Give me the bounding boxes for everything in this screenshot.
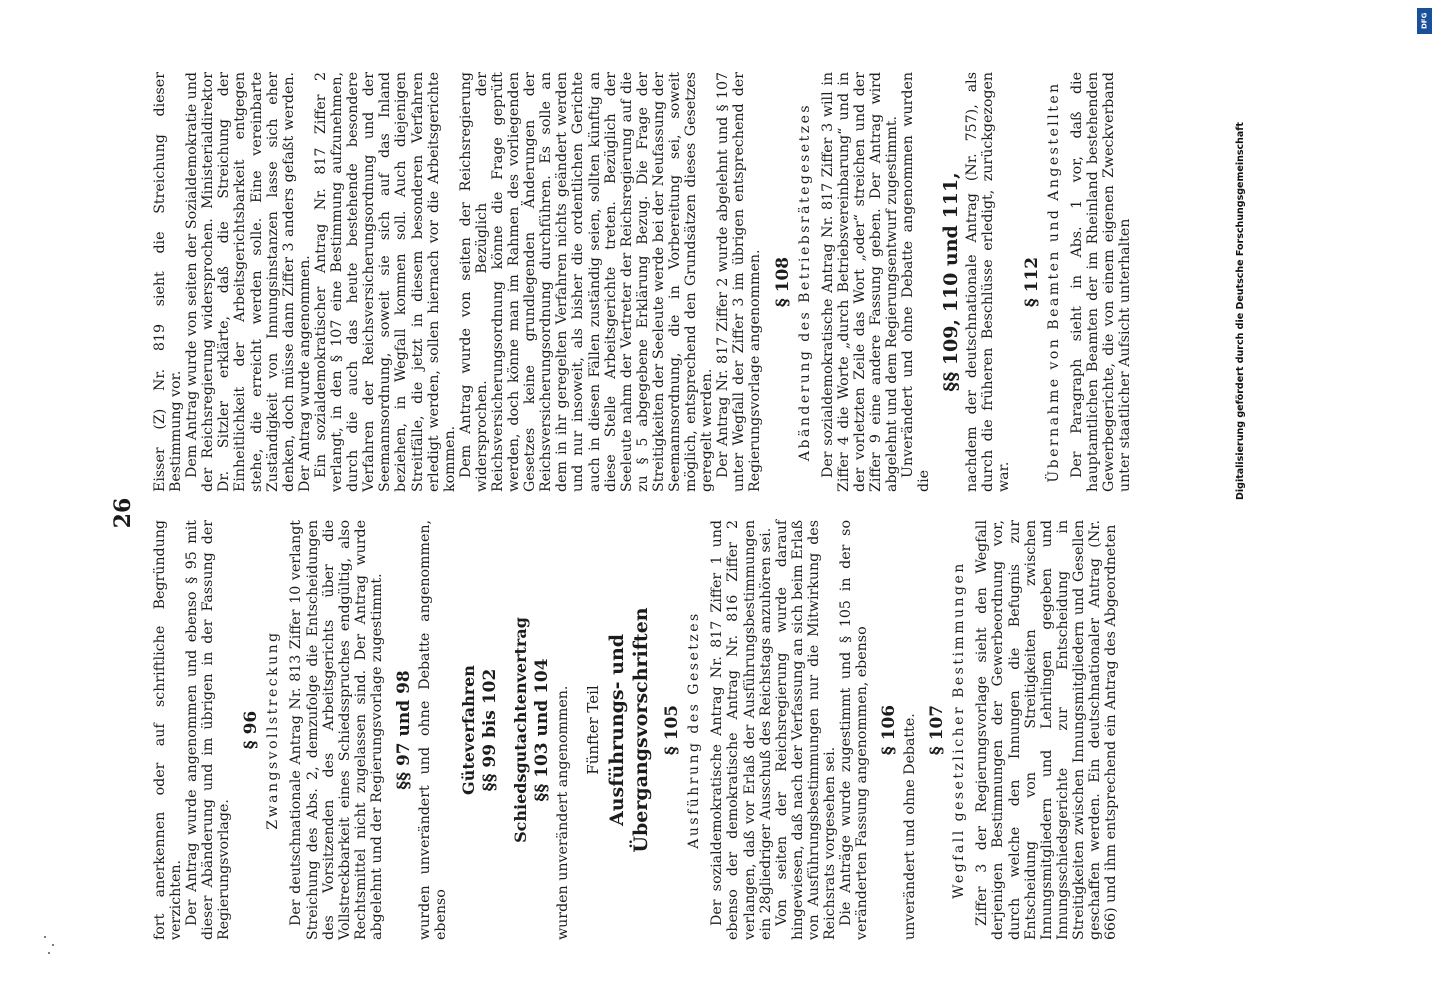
paragraph: Eisser (Z) Nr. 819 sieht die Streichung dieser Bestimmung vor.: [152, 72, 185, 492]
dfg-logo: DFG: [1417, 8, 1432, 34]
section-heading: § 107: [927, 704, 948, 756]
paragraph: Dem Antrag wurde von seiten der Sozialdemokratie und der Reichsregierung widersprochen. Ministerialdirektor Dr. Sitzler erklärte, daß die Streichung der Einheitlichkeit der Arbeitsgerichtsbarkeit entgegen stehe, die erreicht werden solle. Eine vereinbarte Zuständigkeit von Innungsinstanzen lasse sich eher denken, doch müsse dann Ziffer 3 anders gefaßt werden. Der Antrag wurde angenommen.: [184, 72, 313, 492]
part-label: Fünfter Teil: [584, 685, 603, 775]
section-heading: § 105: [662, 704, 683, 756]
scan-speck: [48, 952, 50, 954]
right-column: [152, 72, 1133, 492]
section-subheading: Ausführung des Gesetzes: [686, 611, 703, 849]
paragraph: fort anerkennen oder auf schriftliche Begründung verzichten.: [152, 520, 185, 940]
section-heading: § 108: [772, 256, 793, 308]
section-heading: § 112: [1021, 256, 1042, 308]
paragraph: wurden unverändert angenommen.: [555, 685, 572, 940]
paragraph: Der sozialdemokratische Antrag Nr. 817 Ziffer 3 will in Ziffer 4 die Worte „durch Betriebsvereinbarung“ und in der vorletzten Zeile das Wort „oder“ streichen und der Ziffer 9 eine andere Fassung geben. Der Antrag wird abgelehnt und dem Regierungsentwurf zugestimmt.: [819, 72, 900, 492]
paragraph: Ziffer 3 der Regierungsvorlage sieht den Wegfall derjenigen Bestimmungen der Gewerbeordnung vor, durch welche den Innungen die Befugnis zur Entscheidung von Streitigkeiten zwischen Innungsmitgliedern und Lehrlingen gegeben und Innungsschiedsgerichte zur Entscheidung in Streitigkeiten zwischen Innungsmitgliedern und Gesellen geschaffen werden. Ein deutschnationaler Antrag (Nr. 666) und ihm entsprechend ein Antrag des Abgeordneten: [974, 520, 1120, 940]
paragraph: Der deutschnationale Antrag Nr. 813 Ziffer 10 verlangt Streichung des Abs. 2, demzufolge die Entscheidungen des Vorsitzenden des Arbeitsgerichts über die Vollstreckbarkeit eines Schiedsspruches endgültig, also Rechtsmittel nicht zugelassen sind. Der Antrag wurde abgelehnt und der Regierungsvorlage zugestimmt.: [288, 520, 385, 940]
paragraph: Ein sozialdemokratischer Antrag Nr. 817 Ziffer 2 verlangt, in den § 107 eine Bestimmung aufzunehmen, durch die auch das heute bestehende besondere Verfahren der Reichsversicherungsordnung und der Seemannsordnung, soweit sie sich auf das Inland beziehen, in Wegfall kommen soll. Auch diejenigen Streitfälle, die jetzt in diesem besonderen Verfahren erledigt werden, sollen hiernach vor die Arbeitsgerichte kommen.: [312, 72, 458, 492]
paragraph: Die Anträge wurde zugestimmt und § 105 in der so veränderten Fassung angenommen, ebenso: [838, 520, 871, 940]
section-heading: §§ 103 und 104: [532, 658, 553, 802]
section-heading: §§ 109, 110 und 111,: [940, 172, 963, 392]
paragraph: Der sozialdemokratische Antrag Nr. 817 Ziffer 1 und ebenso der demokratische Antrag Nr. 816 Ziffer 2 verlangen, daß vor Erlaß der Ausführungsbestimmungen ein 28gliedriger Ausschuß des Reichstags anzuhören sei.: [709, 520, 774, 940]
scan-speck: [52, 944, 54, 946]
paragraph: wurden unverändert und ohne Debatte angenommen, ebenso: [417, 520, 450, 940]
left-column: [152, 520, 1119, 940]
section-heading: §§ 97 und 98: [394, 670, 415, 790]
section-subheading: Abänderung des Betriebsrätegesetzes: [796, 102, 813, 462]
section-heading: §§ 99 bis 102: [480, 668, 501, 792]
page-number: 26: [110, 497, 136, 529]
chapter-heading: Schiedsgutachtenvertrag: [511, 617, 531, 843]
paragraph: Der Paragraph sieht in Abs. 1 vor, daß die hauptamtlichen Beamten der im Rheinland bestehenden Gewerbegerichte, die von einem eigenen Zweckverband unter staatlicher Aufsicht unterhalten: [1068, 72, 1133, 492]
digitization-credit: Digitalisierung gefördert durch die Deutsche Forschungsgemeinschaft: [1235, 122, 1247, 500]
rotated-page-content: [110, 58, 1133, 958]
section-subheading: Wegfall gesetzlicher Bestimmungen: [951, 561, 968, 899]
section-heading: § 106: [879, 704, 900, 756]
part-title: Ausführungs- und Übergangsvorschriften: [606, 607, 653, 853]
paragraph: Unverändert und ohne Debatte angenommen wurden die: [900, 72, 933, 492]
paragraph: unverändert und ohne Debatte.: [902, 713, 919, 940]
chapter-heading: Güteverfahren: [459, 665, 479, 795]
paragraph: Von seiten der Reichsregierung wurde darauf hingewiesen, daß nach der Verfassung an sich beim Erlaß von Ausführungsbestimmungen nur die Mitwirkung des Reichsrats vorgesehen sei.: [773, 520, 838, 940]
section-subheading: Zwangsvollstreckung: [265, 630, 282, 830]
scan-speck: [44, 936, 46, 938]
section-subheading: Übernahme von Beamten und Angestellten: [1045, 81, 1062, 483]
paragraph: Dem Antrag wurde von seiten der Reichsregierung widersprochen. Bezüglich der Reichsversicherungsordnung könne die Frage geprüft werden, doch könne man im Rahmen des vorliegenden Gesetzes keine grundlegenden Änderungen der Reichsversicherungsordnung durchführen. Es solle an dem in ihr geregelten Verfahren nichts geändert werden und nur insoweit, als bisher die ordentlichen Gerichte auch in diesen Fällen zuständig seien, sollten künftig an diese Stelle Arbeitsgerichte treten. Bezüglich der Seeleute nahm der Vertreter der Reichsregierung auf die zu § 5 abgegebene Erklärung Bezug. Die Frage der Streitigkeiten der Seeleute werde bei der Neufassung der Seemannsordnung, die in Vorbereitung sei, soweit möglich, entsprechend den Grundsätzen dieses Gesetzes geregelt werden.: [457, 72, 716, 492]
section-heading: § 96: [241, 710, 262, 750]
paragraph: Der Antrag Nr. 817 Ziffer 2 wurde abgelehnt und § 107 unter Wegfall der Ziffer 3 im übrigen entsprechend der Regierungsvorlage angenommen.: [715, 72, 764, 492]
paragraph: nachdem der deutschnationale Antrag (Nr. 757), als durch die früheren Beschlüsse erledigt, zurückgezogen war.: [964, 72, 1013, 492]
paragraph: Der Antrag wurde angenommen und ebenso § 95 mit dieser Abänderung und im übrigen in der Fassung der Regierungsvorlage.: [184, 520, 233, 940]
